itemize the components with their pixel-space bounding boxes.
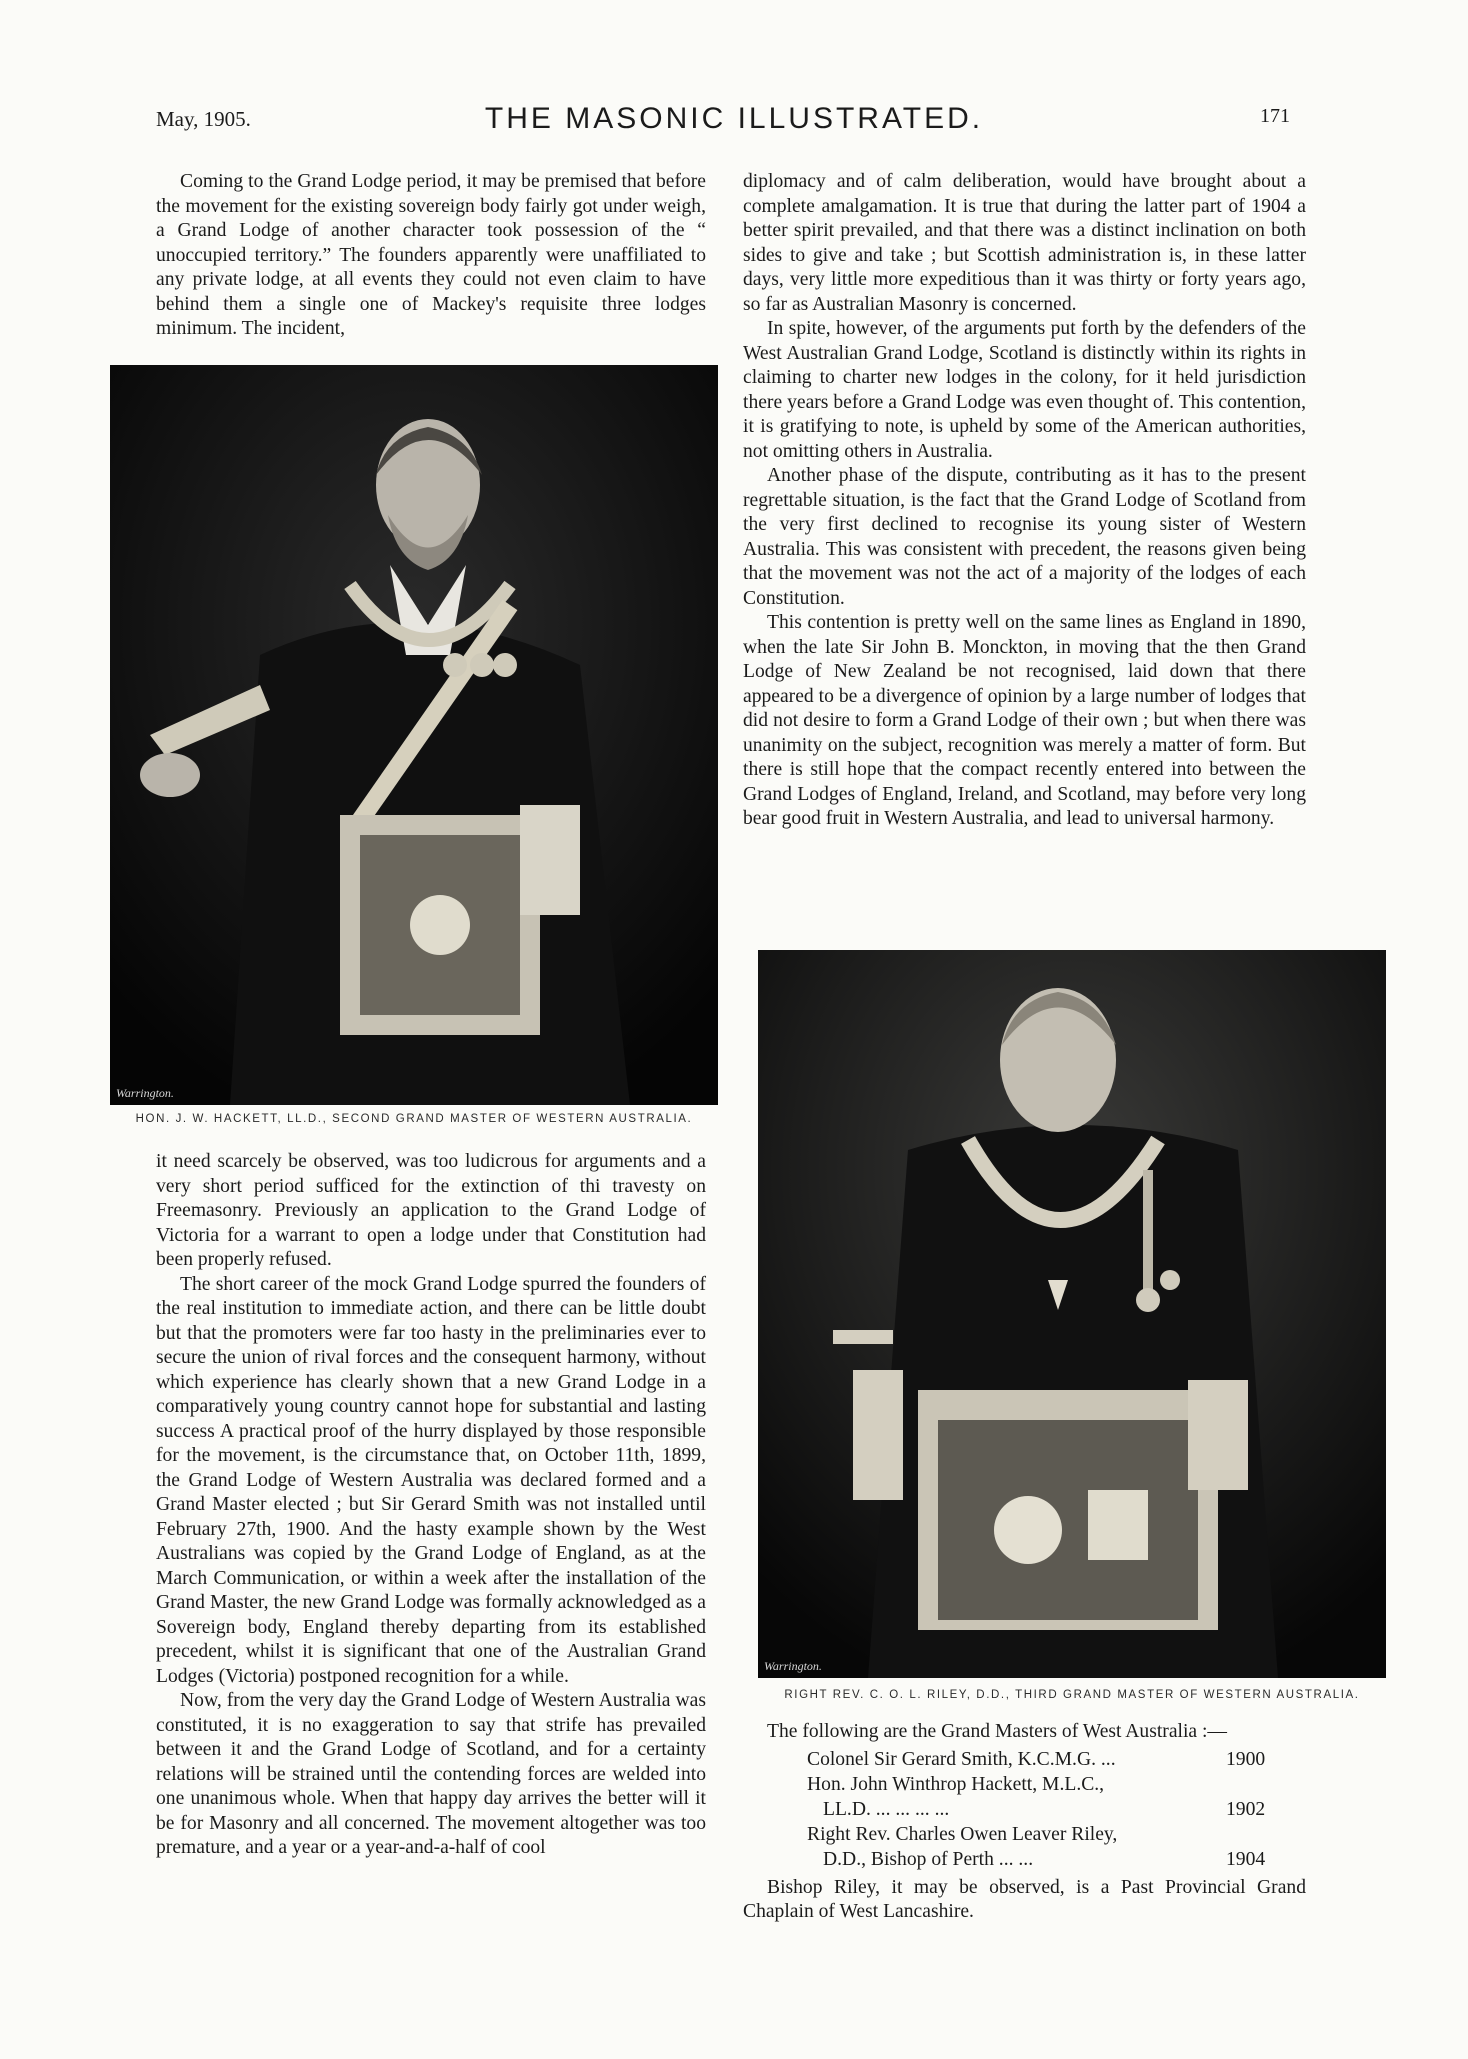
grand-masters-section bbox=[743, 1720, 1306, 1925]
photo-credit: Warrington. bbox=[116, 1086, 174, 1100]
photo-caption-right: RIGHT REV. C. O. L. RILEY, D.D., THIRD GRAND MASTER OF WESTERN AUSTRALIA. bbox=[784, 1689, 1360, 1701]
issue-date: May, 1905. bbox=[156, 107, 251, 131]
grand-masters-intro: The following are the Grand Masters of West Australia :— bbox=[767, 1721, 1228, 1742]
right-column-body bbox=[743, 170, 1306, 832]
grand-master-year: 1904 bbox=[1226, 1848, 1266, 1870]
grand-masters-list bbox=[743, 1747, 1306, 1872]
portrait-illustration bbox=[758, 950, 1386, 1678]
list-item bbox=[743, 1822, 1306, 1872]
portrait-photo-riley bbox=[758, 950, 1386, 1678]
page-header bbox=[0, 0, 1468, 150]
paragraph: diplomacy and of calm deliberation, would have brought about a complete amalgamation. It is true that during the latter part of 1904 a better spirit prevailed, and that there was a distinct inclination on both sides to give and take ; but Scottish administration is, in these latter days, very little more expeditious than it was thirty or forty years ago, so far as Australian Masonry is concerned. bbox=[743, 171, 1306, 315]
closing-paragraph: Bishop Riley, it may be observed, is a Past Provincial Grand Chaplain of West Lancashire. bbox=[743, 1876, 1306, 1922]
left-column-intro bbox=[156, 170, 706, 342]
paragraph: This contention is pretty well on the same lines as England in 1890, when the late Sir John B. Monckton, in moving that the then Grand Lodge of New Zealand be not recognised, laid down that there appeared to be a divergence of opinion by a large number of lodges that did not desire to form a Grand Lodge of their own ; but when there was unanimity on the subject, recognition was merely a matter of form. But there is still hope that the compact recently entered into between the Grand Lodges of England, Ireland, and Scotland, may before very long bear good fruit in Western Australia, and lead to universal harmony. bbox=[743, 612, 1306, 829]
grand-master-year: 1902 bbox=[1226, 1798, 1266, 1820]
publication-title: THE MASONIC ILLUSTRATED. bbox=[484, 102, 984, 135]
grand-master-name: Hon. John Winthrop Hackett, M.L.C., LL.D. ... ... ... ... bbox=[807, 1773, 1105, 1820]
paragraph: Another phase of the dispute, contributing as it has to the present regrettable situation, is the fact that the Grand Lodge of Scotland from the very first declined to recognise its young sister of Western Australia. This was consistent with precedent, the reasons given being that the movement was not the act of a majority of the lodges of each Constitution. bbox=[743, 465, 1306, 609]
photo-caption-left: HON. J. W. HACKETT, LL.D., SECOND GRAND MASTER OF WESTERN AUSTRALIA. bbox=[135, 1113, 693, 1125]
paragraph: Now, from the very day the Grand Lodge of Western Australia was constituted, it is no exaggeration to say that strife has prevailed between it and the Grand Lodge of Scotland, and for a certainty relations will be strained until the contending forces are welded into one unanimous whole. When that happy day arrives the better will it be for Masonry and all concerned. The movement altogether was too premature, and a year or a year-and-a-half of cool bbox=[156, 1690, 706, 1858]
photo-credit: Warrington. bbox=[764, 1659, 822, 1673]
grand-master-name: Colonel Sir Gerard Smith, K.C.M.G. ... bbox=[807, 1748, 1116, 1770]
paragraph: The short career of the mock Grand Lodge spurred the founders of the real institution to immediate action, and there can be little doubt but that the promoters were far too hasty in the preliminaries ever to secure the union of rival forces and the consequent harmony, without which experience has clearly shown that a new Grand Lodge in a comparatively young country cannot hope for substantial and lasting success A practical proof of the hurry displayed by those responsible for the movement, is the circumstance that, on October 11th, 1899, the Grand Lodge of Western Australia was declared formed and a Grand Master elected ; but Sir Gerard Smith was not installed until February 27th, 1900. And the hasty example shown by the West Australians was copied by the Grand Lodge of England, as at the March Communication, or within a week after the installation of the Grand Master, the new Grand Lodge was formally acknowledged as a Sovereign body, England thereby departing from its established precedent, whilst it is significant that one of the Australian Grand Lodges (Victoria) postponed recognition for a while. bbox=[156, 1273, 706, 1687]
portrait-illustration bbox=[110, 365, 718, 1105]
grand-master-year: 1900 bbox=[1226, 1748, 1266, 1770]
paragraph: it need scarcely be observed, was too ludicrous for arguments and a very short period sufficed for the extinction of thi travesty on Freemasonry. Previously an application to the Grand Lodge of Victoria for a warrant to open a lodge under that Constitution had been properly refused. bbox=[156, 1151, 706, 1270]
paragraph: Coming to the Grand Lodge period, it may be premised that before the movement for the existing sovereign body fairly got under weigh, a Grand Lodge of another character took possession of the “ unoccupied territory.” The founders apparently were unaffiliated to any private lodge, at all events they could not even claim to have behind them a single one of Mackey's requisite three lodges minimum. The incident, bbox=[156, 171, 706, 339]
list-item bbox=[743, 1772, 1306, 1822]
grand-master-name: Right Rev. Charles Owen Leaver Riley, D.D., Bishop of Perth ... ... bbox=[807, 1823, 1118, 1870]
page-number: 171 bbox=[1260, 105, 1290, 127]
list-item bbox=[743, 1747, 1306, 1772]
portrait-photo-hackett bbox=[110, 365, 718, 1105]
left-column-body bbox=[156, 1150, 706, 1861]
paragraph: In spite, however, of the arguments put forth by the defenders of the West Australian Grand Lodge, Scotland is distinctly within its rights in claiming to charter new lodges in the colony, for it held jurisdiction there years before a Grand Lodge was even thought of. This contention, it is gratifying to note, is upheld by some of the American authorities, not omitting others in Australia. bbox=[743, 318, 1306, 462]
